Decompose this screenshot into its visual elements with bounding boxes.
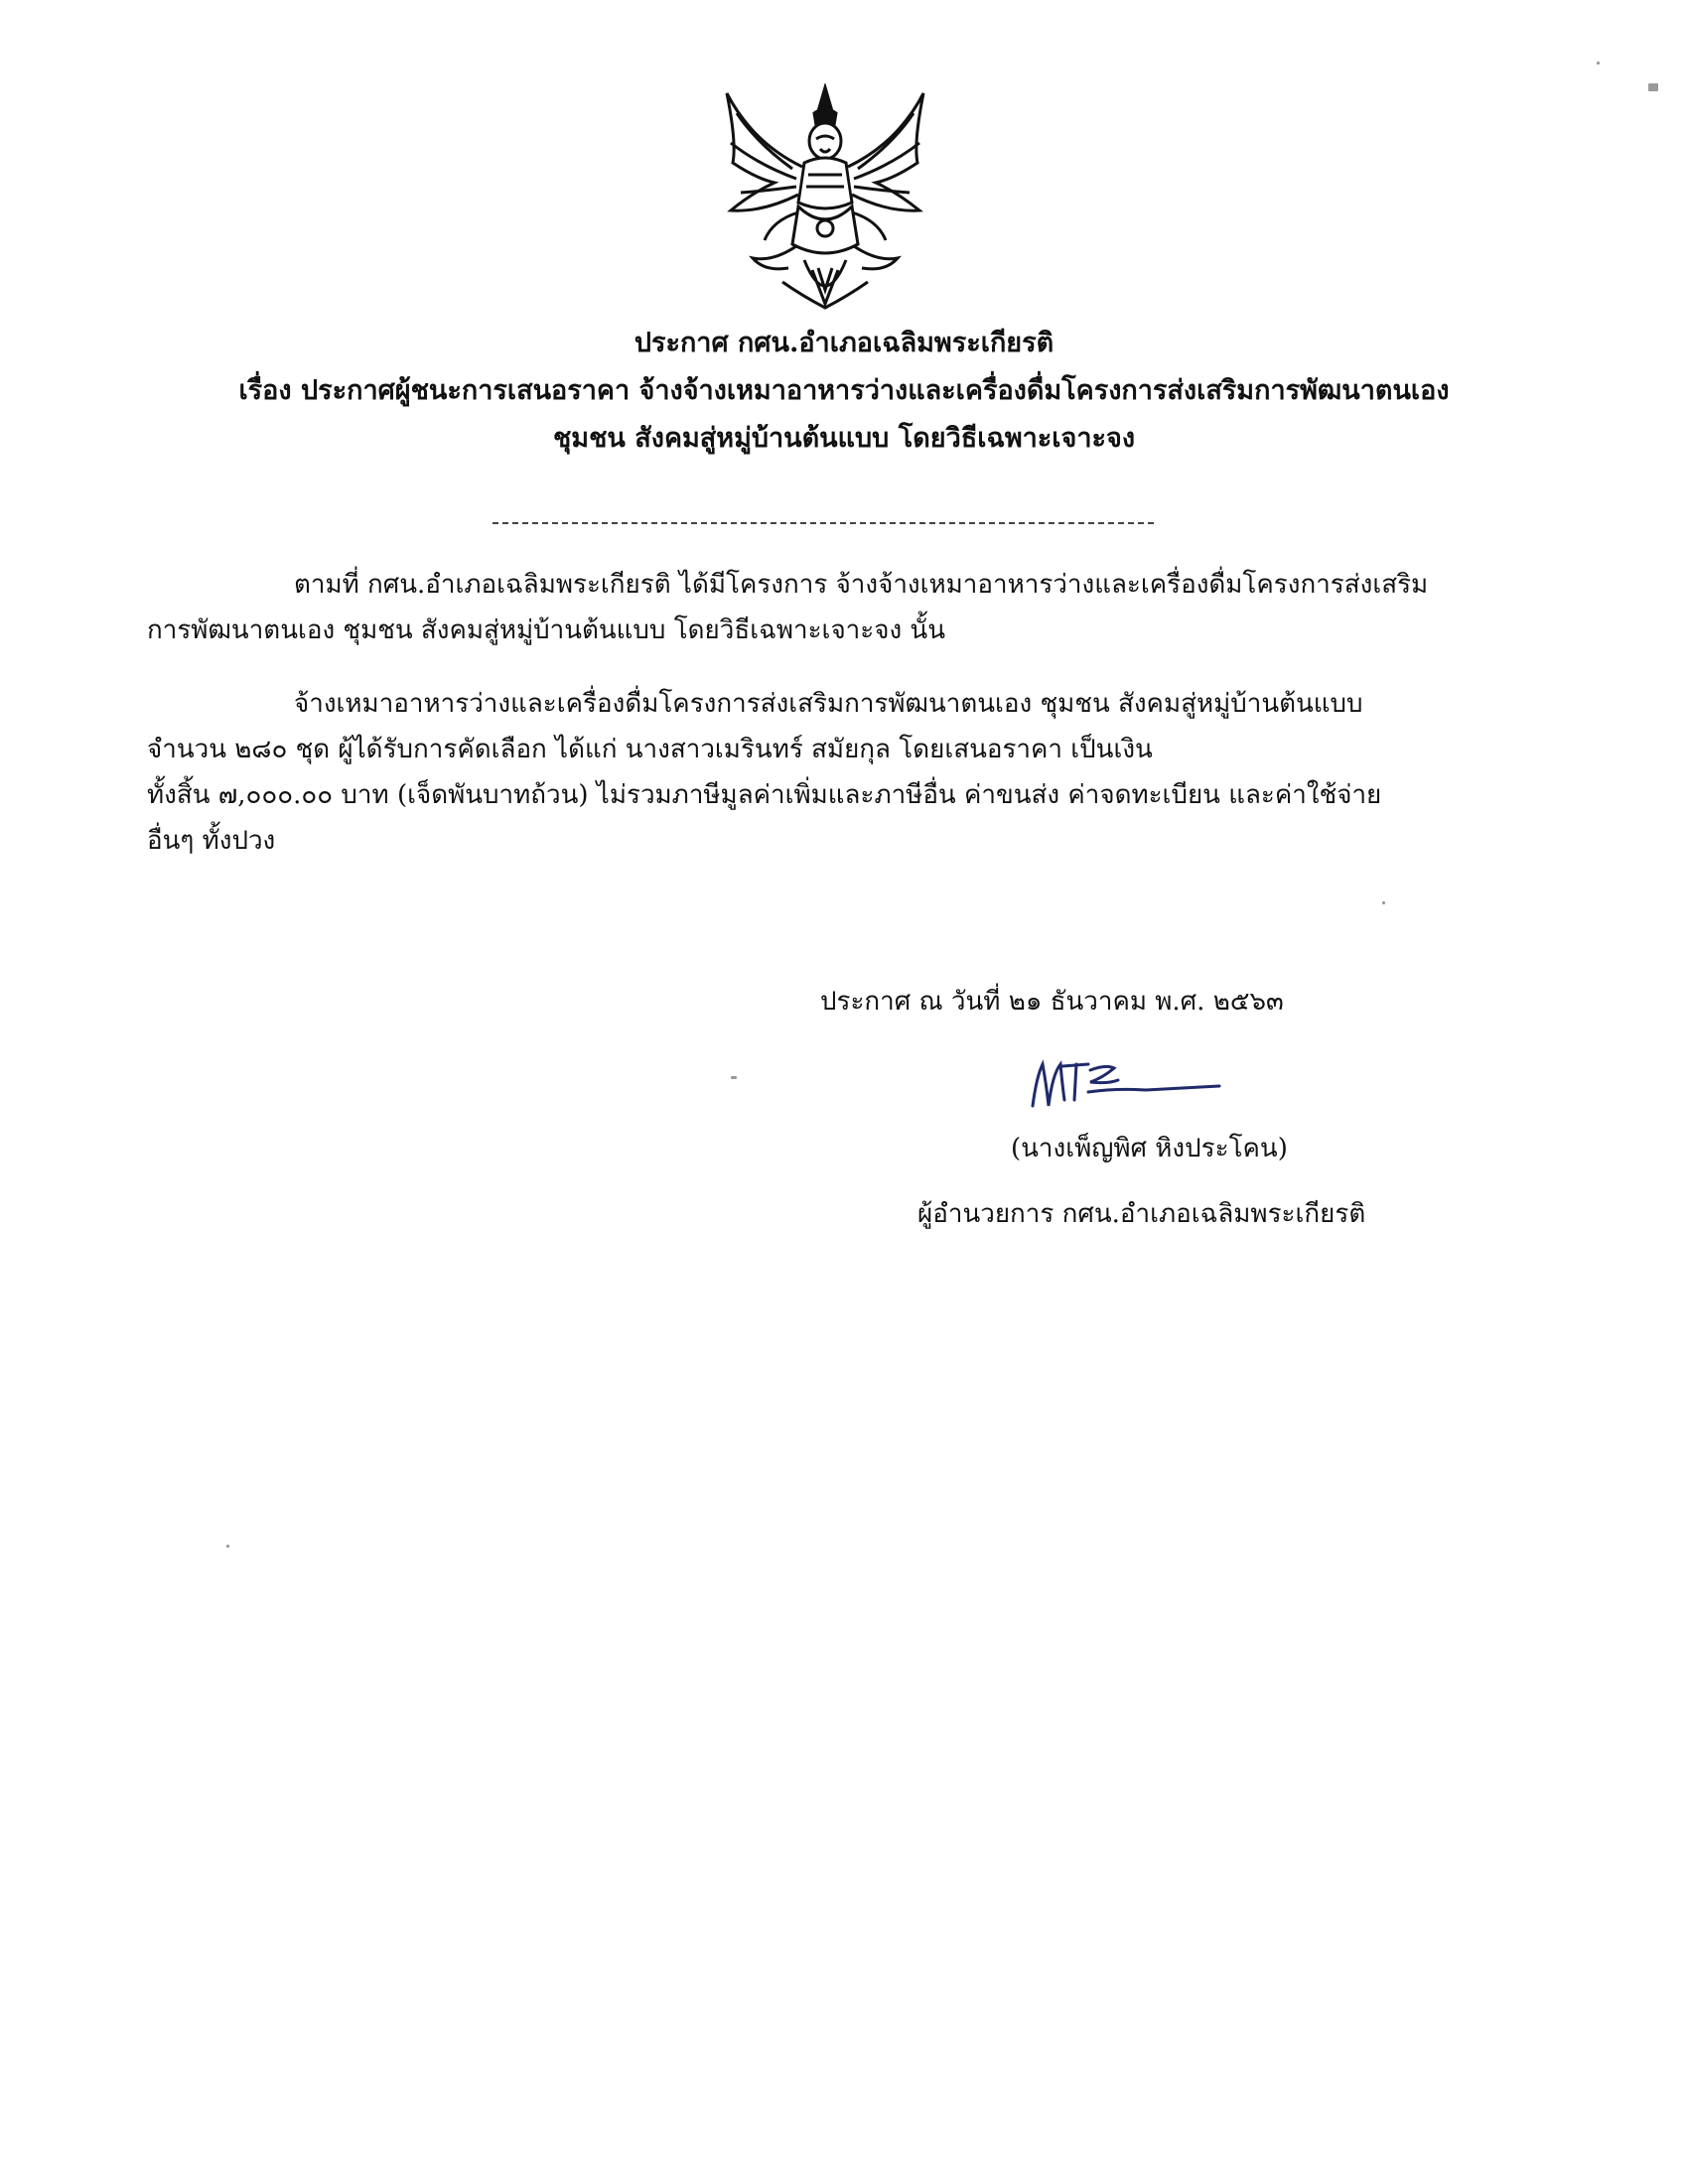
announcement-date: ประกาศ ณ วันที่ ๒๑ ธันวาคม พ.ศ. ๒๕๖๓ bbox=[820, 987, 1284, 1017]
scan-speck bbox=[226, 1545, 229, 1548]
scan-speck bbox=[1597, 62, 1600, 65]
garuda-emblem-icon bbox=[713, 83, 937, 314]
paragraph-2-line-2: จำนวน ๒๘๐ ชุด ผู้ได้รับการคัดเลือก ได้แก่ นางสาวเมรินทร์ สมัยกุล โดยเสนอราคา เป็นเงิน bbox=[147, 735, 1153, 764]
paragraph-2-line-3: ทั้งสิ้น ๗,๐๐๐.๐๐ บาท (เจ็ดพันบาทถ้วน) ไม่รวมภาษีมูลค่าเพิ่มและภาษีอื่น ค่าขนส่ง ค่าจดทะเบียน และค่าใช้จ่าย bbox=[147, 780, 1382, 810]
scan-speck bbox=[1382, 901, 1385, 904]
paragraph-2-line-4: อื่นๆ ทั้งปวง bbox=[147, 826, 276, 856]
paragraph-2-line-1: จ้างเหมาอาหารว่างและเครื่องดื่มโครงการส่งเสริมการพัฒนาตนเอง ชุมชน สังคมสู่หมู่บ้านต้นแบบ bbox=[294, 689, 1363, 719]
signer-title: ผู้อำนวยการ กศน.อำเภอเฉลิมพระเกียรติ bbox=[917, 1199, 1366, 1229]
announcement-subject: เรื่อง ประกาศผู้ชนะการเสนอราคา จ้างจ้างเหมาอาหารว่างและเครื่องดื่มโครงการส่งเสริมการพัฒนาตนเอง bbox=[238, 375, 1450, 406]
scan-speck bbox=[1648, 83, 1658, 91]
announcement-header bbox=[0, 320, 1688, 463]
paragraph-2 bbox=[147, 681, 1497, 864]
scan-speck bbox=[731, 1076, 737, 1079]
paragraph-1-line-2: การพัฒนาตนเอง ชุมชน สังคมสู่หมู่บ้านต้นแบบ โดยวิธีเฉพาะเจาะจง นั้น bbox=[147, 615, 945, 645]
header-divider bbox=[492, 522, 1154, 524]
paragraph-1 bbox=[147, 562, 1497, 653]
signer-name: (นางเพ็ญพิศ หิงประโคน) bbox=[1011, 1134, 1288, 1163]
paragraph-1-line-1: ตามที่ กศน.อำเภอเฉลิมพระเกียรติ ได้มีโครงการ จ้างจ้างเหมาอาหารว่างและเครื่องดื่มโครงการส่งเสริม bbox=[294, 570, 1429, 600]
announcement-title: ประกาศ กศน.อำเภอเฉลิมพระเกียรติ bbox=[633, 328, 1055, 358]
handwritten-signature-icon bbox=[1027, 1056, 1225, 1114]
announcement-subject-continued: ชุมชน สังคมสู่หมู่บ้านต้นแบบ โดยวิธีเฉพาะเจาะจง bbox=[552, 423, 1136, 454]
